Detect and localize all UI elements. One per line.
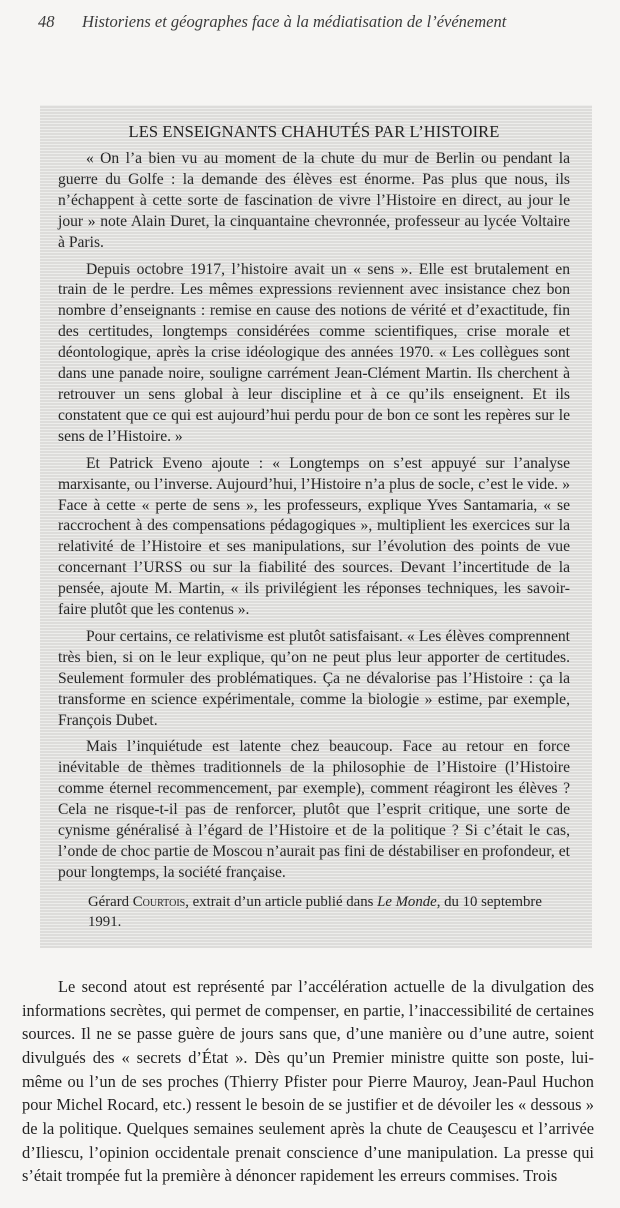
body-paragraph: Le second atout est représenté par l’accélération actuelle de la divulgation des informations secrètes, qui permet de compenser, en partie, l’inaccessibilité de certaines sources. Il ne se passe guère de jours sans que, d’une manière ou d’une autre, soient divulgués des « secrets d’État ». Dès qu’un Premier ministre quitte son poste, lui-même ou l’un de ses proches (Thierry Pfister pour Pierre Mauroy, Jean-Paul Huchon pour Michel Rocard, etc.) ressent le besoin de se justifier et de dévoiler les « dessous » de la politique. Quelques semaines seulement après la chute de Ceauşescu et l’arrivée d’Iliescu, l’opinion occidentale prenait conscience d’une manipulation. La presse qui s’était trompée fut la première à dénoncer rapidement les erreurs commises. Trois: [22, 976, 594, 1186]
publication-name: Le Monde: [377, 893, 437, 910]
main-body-text: [22, 975, 594, 1188]
running-title: Historiens et géographes face à la médiatisation de l’événement: [82, 12, 507, 31]
box-paragraph: « On l’a bien vu au moment de la chute du mur de Berlin ou pendant la guerre du Golfe : la demande des élèves est énorme. Pas plus que nous, ils n’échappent à cette sorte de fascination de vivre l’Histoire en direct, au jour le jour » note Alain Duret, la cinquantaine chevronnée, professeur au lycée Voltaire à Paris.: [58, 150, 570, 251]
box-paragraph: Depuis octobre 1917, l’histoire avait un « sens ». Elle est brutalement en train de le perdre. Les mêmes expressions reviennent avec insistance chez bon nombre d’enseignants : remise en cause des notions de vérité et d’exactitude, fin des certitudes, longtemps considérées comme scientifiques, crise morale et déontologique, après la crise idéologique des années 1970. « Les collègues sont dans une panade noire, souligne carrément Jean-Clément Martin. Ils cherchent à retrouver un sens global à leur discipline et à ce qu’ils enseignent. Et ils constatent que ce qui est aujourd’hui perdu pour de bon ce sont les repères sur le sens de l’Histoire. »: [58, 260, 570, 445]
box-paragraph: Mais l’inquiétude est latente chez beaucoup. Face au retour en force inévitable de thèmes traditionnels de la philosophie de l’Histoire (l’Histoire comme éternel recommencement, par exemple), comment réagiront les élèves ? Cela ne risque-t-il pas de renforcer, plutôt que l’esprit critique, une sorte de cynisme généralisé à l’égard de l’Histoire et de la politique ? Si c’était le cas, l’onde de choc partie de Moscou n’aurait pas fini de déstabiliser en profondeur, et pour longtemps, la société française.: [58, 738, 570, 881]
box-source-citation: [58, 892, 570, 932]
page-number: 48: [38, 12, 55, 31]
author-first-name: Gérard: [88, 893, 133, 910]
citation-text: , extrait d’un article publié dans: [185, 893, 378, 910]
box-paragraph: Et Patrick Eveno ajoute : « Longtemps on s’est appuyé sur l’analyse marxisante, ou l’inverse. Aujourd’hui, l’Histoire n’a plus de socle, c’est le vide. » Face à cette « perte de sens », les professeurs, explique Yves Santamaria, « se raccrochent à des compensations pédagogiques », multiplient les exercices sur la relativité de l’Histoire et ses manipulations, sur l’évolution des points de vue concernant l’URSS ou sur la fiabilité des sources. Devant l’incertitude de la pensée, ajoute M. Martin, « ils privilégient les réponses techniques, les savoir-faire plutôt que les contenus ».: [58, 454, 570, 619]
box-title: LES ENSEIGNANTS CHAHUTÉS PAR L’HISTOIRE: [128, 122, 500, 141]
author-last-name: Courtois: [132, 893, 186, 910]
sidebar-box: [40, 105, 592, 948]
citation-date: , du 10 septembre 1991.: [88, 893, 542, 930]
running-header: [38, 12, 600, 105]
box-paragraph: Pour certains, ce relativisme est plutôt satisfaisant. « Les élèves comprennent très bien, si on le leur explique, qu’on ne peut plus leur apporter de certitudes. Seulement formuler des problématiques. Ça ne dévalorise pas l’Histoire : ça la transforme en science expérimentale, comme la biologie » estime, par exemple, François Dubet.: [58, 627, 570, 729]
